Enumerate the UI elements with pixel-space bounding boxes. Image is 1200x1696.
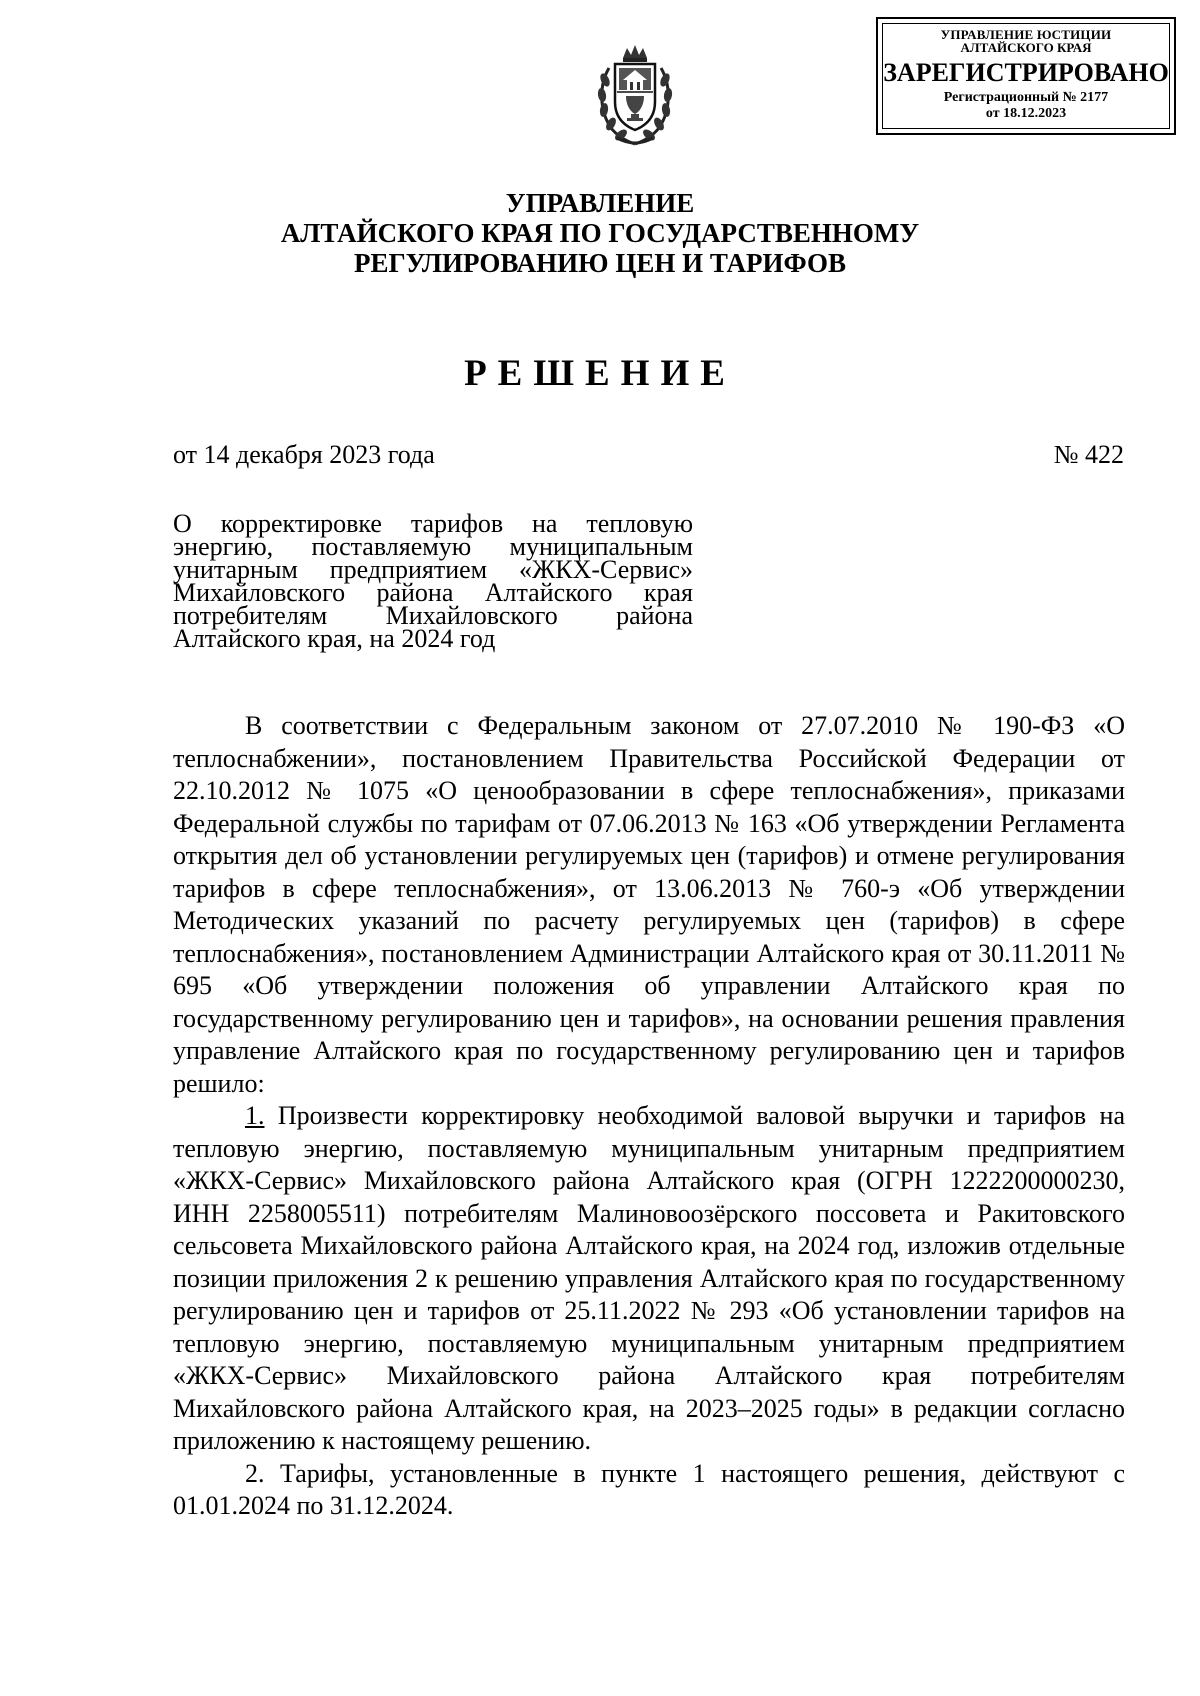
registration-stamp [876,17,1176,135]
document-body [173,710,1125,1523]
organization-header-line1: УПРАВЛЕНИЕ [505,188,695,218]
body-item-1 [173,1100,1125,1458]
body-item-2 [173,1458,1125,1523]
body-preamble: В соответствии с Федеральным законом от 27.07.2010 № 190-ФЗ «О теплоснабжении», постановлением Правительства Российской Федерации от 22.10.2012 № 1075 «О ценообразовании в сфере теплоснабжения», приказами Федеральной службы по тарифам от 07.06.2013 № 163 «Об утверждении Регламента открытия дел об установлении регулируемых цен (тарифов) и отмене регулирования тарифов в сфере теплоснабжения», от 13.06.2013 № 760-э «Об утверждении Методических указаний по расчету регулируемых цен (тарифов) в сфере теплоснабжения», постановлением Администрации Алтайского края от 30.11.2011 № 695 «Об утверждении положения об управлении Алтайского края по государственному регулированию цен и тарифов», на основании решения правления управление Алтайского края по государственному регулированию цен и тарифов решило: [173,711,1125,1098]
document-type-title: РЕШЕНИЕ [464,353,736,394]
registration-stamp-inner [882,23,1170,129]
body-item-2-number: 2. [245,1458,265,1488]
stamp-registered-title: ЗАРЕГИСТРИРОВАНО [883,58,1169,87]
body-item-1-number: 1. [245,1101,265,1130]
document-number: № 422 [1053,440,1124,469]
altai-krai-coat-of-arms-icon [593,40,677,150]
body-item-1-text: Произвести корректировку необходимой валовой выручки и тарифов на тепловую энергию, поставляемую муниципальным унитарным предприятием «ЖКХ-Сервис» Михайловского района Алтайского края (ОГРН 1222200000230, ИНН 2258005511) потребителям Малиновоозёрского поссовета и Ракитовского сельсовета Михайловского района Алтайского края, на 2024 год, изложив отдельные позиции приложения 2 к решению управления Алтайского края по государственному регулированию цен и тарифов от 25.11.2022 № 293 «Об установлении тарифов на тепловую энергию, поставляемую муниципальным унитарным предприятием «ЖКХ-Сервис» Михайловского района Алтайского края потребителям Михайловского района Алтайского края, на 2023–2025 годы» в редакции согласно приложению к настоящему решению. [173,1101,1125,1455]
body-item-2-text: Тарифы, установленные в пункте 1 настоящего решения, действуют с 01.01.2024 по 31.12.2024. [173,1458,1125,1520]
organization-header-line2: АЛТАЙСКОГО КРАЯ ПО ГОСУДАРСТВЕННОМУ [280,218,920,248]
organization-header-line3: РЕГУЛИРОВАНИЮ ЦЕН И ТАРИФОВ [353,248,847,278]
stamp-registration-number: Регистрационный № 2177 [943,90,1109,105]
stamp-authority-line2: АЛТАЙСКОГО КРАЯ [960,40,1092,55]
document-date: от 14 декабря 2023 года [173,440,435,469]
stamp-authority-line1: УПРАВЛЕНИЕ ЮСТИЦИИ [940,27,1112,42]
stamp-registration-date: от 18.12.2023 [985,106,1067,121]
document-subject: О корректировке тарифов на тепловую энергию, поставляемую муниципальным унитарным предприятием «ЖКХ-Сервис» Михайловского района Алтайского края потребителям Михайловского района Алтайского края, на 2024 год [173,509,693,653]
organization-header [200,188,1000,278]
